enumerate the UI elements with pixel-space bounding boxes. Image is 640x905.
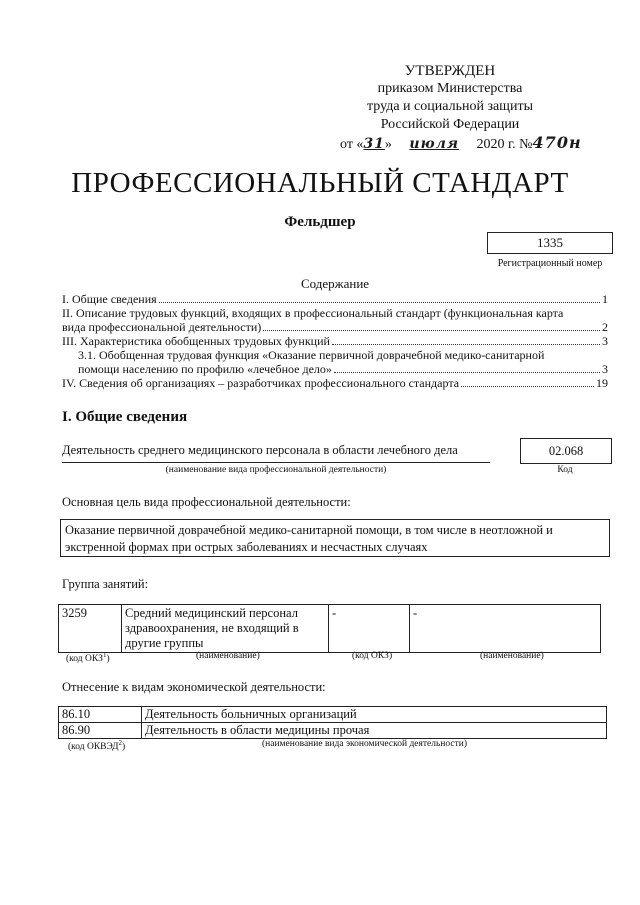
approval-line-1: УТВЕРЖДЕН [404, 63, 496, 79]
activity-code-box: 02.068 [520, 438, 612, 464]
okved-name-cell: Деятельность в области медицины прочая [142, 723, 607, 739]
toc-item-cont[interactable]: помощи населению по профилю «лечебное дело» 3 [78, 362, 608, 376]
approval-date: от «31» июля 2020 г. №470н [340, 133, 582, 152]
approval-line-4: Российской Федерации [380, 117, 520, 132]
occupation-group-table [58, 604, 601, 653]
registration-number-label: Регистрационный номер [497, 258, 603, 269]
okz-code-cell: 3259 [59, 605, 122, 653]
okved-code-caption: (код ОКВЭД$^2$) [68, 739, 126, 753]
activity-name: Деятельность среднего медицинского персонала в области лечебного дела [62, 443, 458, 457]
okz-code-cell-2: - [329, 605, 410, 653]
table-row [59, 605, 601, 653]
approval-line-3: труда и социальной защиты [367, 99, 533, 114]
okved-name-cell: Деятельность больничных организаций [142, 707, 607, 723]
purpose-label: Основная цель вида профессиональной деятельности: [62, 495, 351, 509]
toc-item[interactable]: 3.1. Обобщенная трудовая функция «Оказание первичной доврачебной медико-санитарной [78, 348, 545, 362]
page-subtitle: Фельдшер [284, 214, 356, 230]
purpose-line: экстренной формах при острых заболеваниях и несчастных случаях [65, 540, 428, 554]
approval-day: 31 [363, 136, 385, 152]
economic-activity-table [58, 706, 607, 739]
okz-name-cell: Средний медицинский персонал здравоохранения, не входящий в другие группы [122, 605, 329, 653]
okved-code-cell: 86.90 [59, 723, 142, 739]
okz-code-caption-2: (код ОКЗ) [352, 651, 393, 661]
toc-item[interactable]: IV. Сведения об организациях – разработчиках профессионального стандарта 19 [62, 376, 608, 390]
okved-name-caption: (наименование вида экономической деятельности) [262, 739, 467, 749]
activity-caption: (наименование вида профессиональной деятельности) [165, 465, 387, 475]
section-heading: I. Общие сведения [62, 409, 188, 425]
occupation-group-label: Группа занятий: [62, 577, 149, 591]
page-title: ПРОФЕССИОНАЛЬНЫЙ СТАНДАРТ [71, 167, 569, 199]
table-row [59, 723, 607, 739]
purpose-box [60, 519, 610, 557]
table-row [59, 707, 607, 723]
okved-code-cell: 86.10 [59, 707, 142, 723]
activity-underline [62, 462, 490, 463]
activity-code-caption: Код [557, 465, 573, 475]
toc-item[interactable]: III. Характеристика обобщенных трудовых функций 3 [62, 334, 608, 348]
approval-line-2: приказом Министерства [377, 81, 523, 96]
okz-name-cell-2: - [410, 605, 601, 653]
approval-number: 470н [532, 133, 582, 152]
toc-item-cont[interactable]: вида профессиональной деятельности) 2 [62, 320, 608, 334]
registration-number-box: 1335 [487, 232, 613, 254]
toc-item[interactable]: I. Общие сведения 1 [62, 292, 608, 306]
economic-activity-label: Отнесение к видам экономической деятельности: [62, 680, 326, 694]
okz-code-caption: (код ОКЗ$^1$) [66, 651, 110, 665]
okz-name-caption-2: (наименование) [480, 651, 544, 661]
toc-item[interactable]: II. Описание трудовых функций, входящих в профессиональный стандарт (функциональная карта [62, 306, 564, 320]
purpose-line: Оказание первичной доврачебной медико-санитарной помощи, в том числе в неотложной и [65, 523, 553, 537]
okz-name-caption: (наименование) [196, 651, 260, 661]
table-of-contents [62, 292, 608, 390]
approval-month: июля [409, 136, 460, 152]
approval-block [340, 62, 582, 154]
toc-title: Содержание [300, 276, 370, 291]
